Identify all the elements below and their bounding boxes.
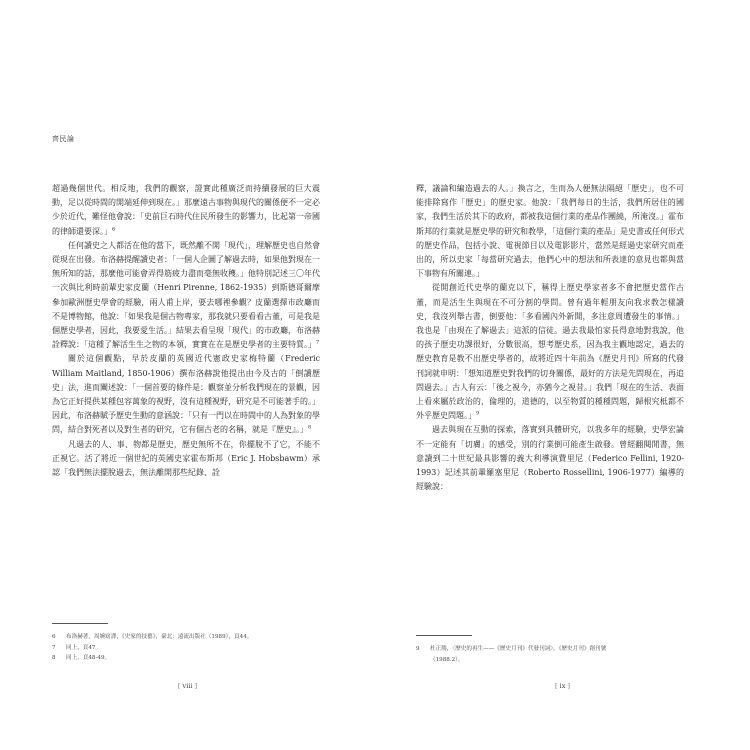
footnotes — [416, 644, 684, 665]
right-body-text — [416, 182, 684, 494]
footnote-ref: 9 — [476, 410, 480, 417]
paragraph: 超過幾個世代。相反地，我們的觀察，證實此種廣泛而持續發展的巨大震動，足以從時間的開端延伸到現在。」那麼遠古事物與現代的關係便不一定必少於近代，難怪他會說：「史前巨石時代住民所發生的影響力，比起第一帝國的律師還要深。」$^6$ — [52, 184, 320, 236]
paragraph: 釋，議論和編造過去的人。」換言之，生而為人便無法隔絕「歷史」，也不可能排除寫作「歷史」的歷史家。他說：「我們每日的生活，我們所居住的國家，我們生活於其下的政府，都被我這個行業的產品作團繞，所淹沒。」霍布斯邦的行業就是歷史學的研究和教學，「這個行業的產品」是史書或任何形式的歷史作品，包括小說、電視節目以及電影影片，當然是經過史家研究而產出的，所以史家「每當研究過去，他們心中的想法和所表達的意見也都與當下事物有所關連。」 — [416, 184, 684, 279]
paragraph: 過去與現在互動的探索，落實到具體研究，以我多年的經驗，史學宏論不一定能有「切膚」的感受，別的行業倒可能產生啟發。曾經翻閱閒書，無意讀到二十世紀最具影響的義大利導演費里尼（Federico Fellini, 1920-1993）記述其前輩羅塞里尼（Roberto Rossellini, 1906-1977）編導的經驗說： — [416, 425, 684, 492]
paragraph: 凡過去的人、事、物都是歷史，歷史無所不在，你擺脫不了它，不能不正視它。活了將近一個世紀的英國史家霍布斯邦（Eric J. Hobsbawm）承認「我們無法擺脫過去，無法離開那些紀錄、詮 — [52, 439, 320, 478]
paragraph: 任何讀史之人都活在他的當下，既然離不開「現代」，理解歷史也自然會從現在出發。布洛赫提醒讀史者：「一個人企圖了解過去時，如果他對現在一無所知的話，那麼他可能會弄得筋疲力盡而毫無收穫。」他特別記述三〇年代一次與比利時前輩史家皮蘭（Henri Pirenne, 1862-1935）到斯德哥爾摩參加歐洲歷史學會的經驗，兩人甫上岸，要去哪裡參觀？皮蘭選擇市政廳而不是博物館，他說：「如果我是個古物專家，那我就只要看看古董，可是我是個歷史學者，因此，我要愛生活。」結果去看呈現「現代」的市政廳，布洛赫詮釋說：「這種了解活生生之物的本領，實實在在是歷史學者的主要特質。」$^7$ — [52, 240, 320, 350]
running-head: 齊民論 — [52, 135, 75, 143]
footnote-ref: 7 — [316, 339, 320, 346]
footnotes — [52, 632, 320, 664]
left-body-text — [52, 182, 320, 480]
footnote: 8 同上，頁48-49。 — [52, 655, 111, 661]
page-number: [ viii ] — [177, 682, 198, 690]
footnote: 6 布洛赫著，周婉窈譯，《史家的技藝》，臺北：遠流出版社（1989），頁44。 — [52, 634, 253, 640]
footnote-divider — [416, 635, 472, 636]
paragraph: 從開創近代史學的蘭克以下，稱得上歷史學家者多不會把歷史當作古董，而是活生生與現在不可分割的學問。曾有過年輕朋友向我求教怎樣讀史，我沒列舉古書，倒要他：「多看國內外新聞，多注意周遭發生的事情。」我也是「由現在了解過去」這派的信徒。過去我最怕家長得意地對我說，他的孩子歷史功課很好，分數很高，想考歷史系，因為我主觀地認定，過去的歷史教育是教不出歷史學者的，故將近四十年前為《歷史月刊》所寫的代發刊詞就申明：「想知道歷史對我們的切身關係，最好的方法是先問現在，再追問過去。」古人有云：「後之視今，亦猶今之視昔。」我們「現在的生活、表面上看來屬於政治的，倫理的，道德的，以至物質的種種問題，歸根究柢都不外乎歷史問題。」$^9$ — [416, 283, 684, 421]
right-page — [375, 0, 750, 750]
footnote-ref: 8 — [308, 424, 312, 431]
footnote-ref: 6 — [112, 225, 116, 232]
footnote-divider — [52, 623, 108, 624]
page-number: [ ix ] — [555, 682, 570, 690]
footnote: 7 同上，頁47。 — [52, 644, 102, 651]
paragraph: 關於這個觀點，早於皮蘭的英國近代憲政史家梅特蘭（Frederic William Maitland, 1850-1906）撰布洛赫說他提出由今及古的「倒讀歷史」法，進而闡述說：「一個首要的條件是：觀察並分析我們現在的景觀，因為它正好提供某種包容萬象的視野，沒有這種視野，研究是不可能著手的。」因此，布洛赫賦予歷史生動的意涵說：「只有一門以在時間中的人為對象的學問，結合對死者以及對生者的研究，它有個古老的名稱，就是『歷史』。」$^8$ — [52, 354, 320, 435]
footnote: 9 杜正勝，〈歷史的再生——《歷史月刊》代發刊詞〉，《歷史月刊》創刊號 （1988.2）。 — [416, 646, 607, 663]
